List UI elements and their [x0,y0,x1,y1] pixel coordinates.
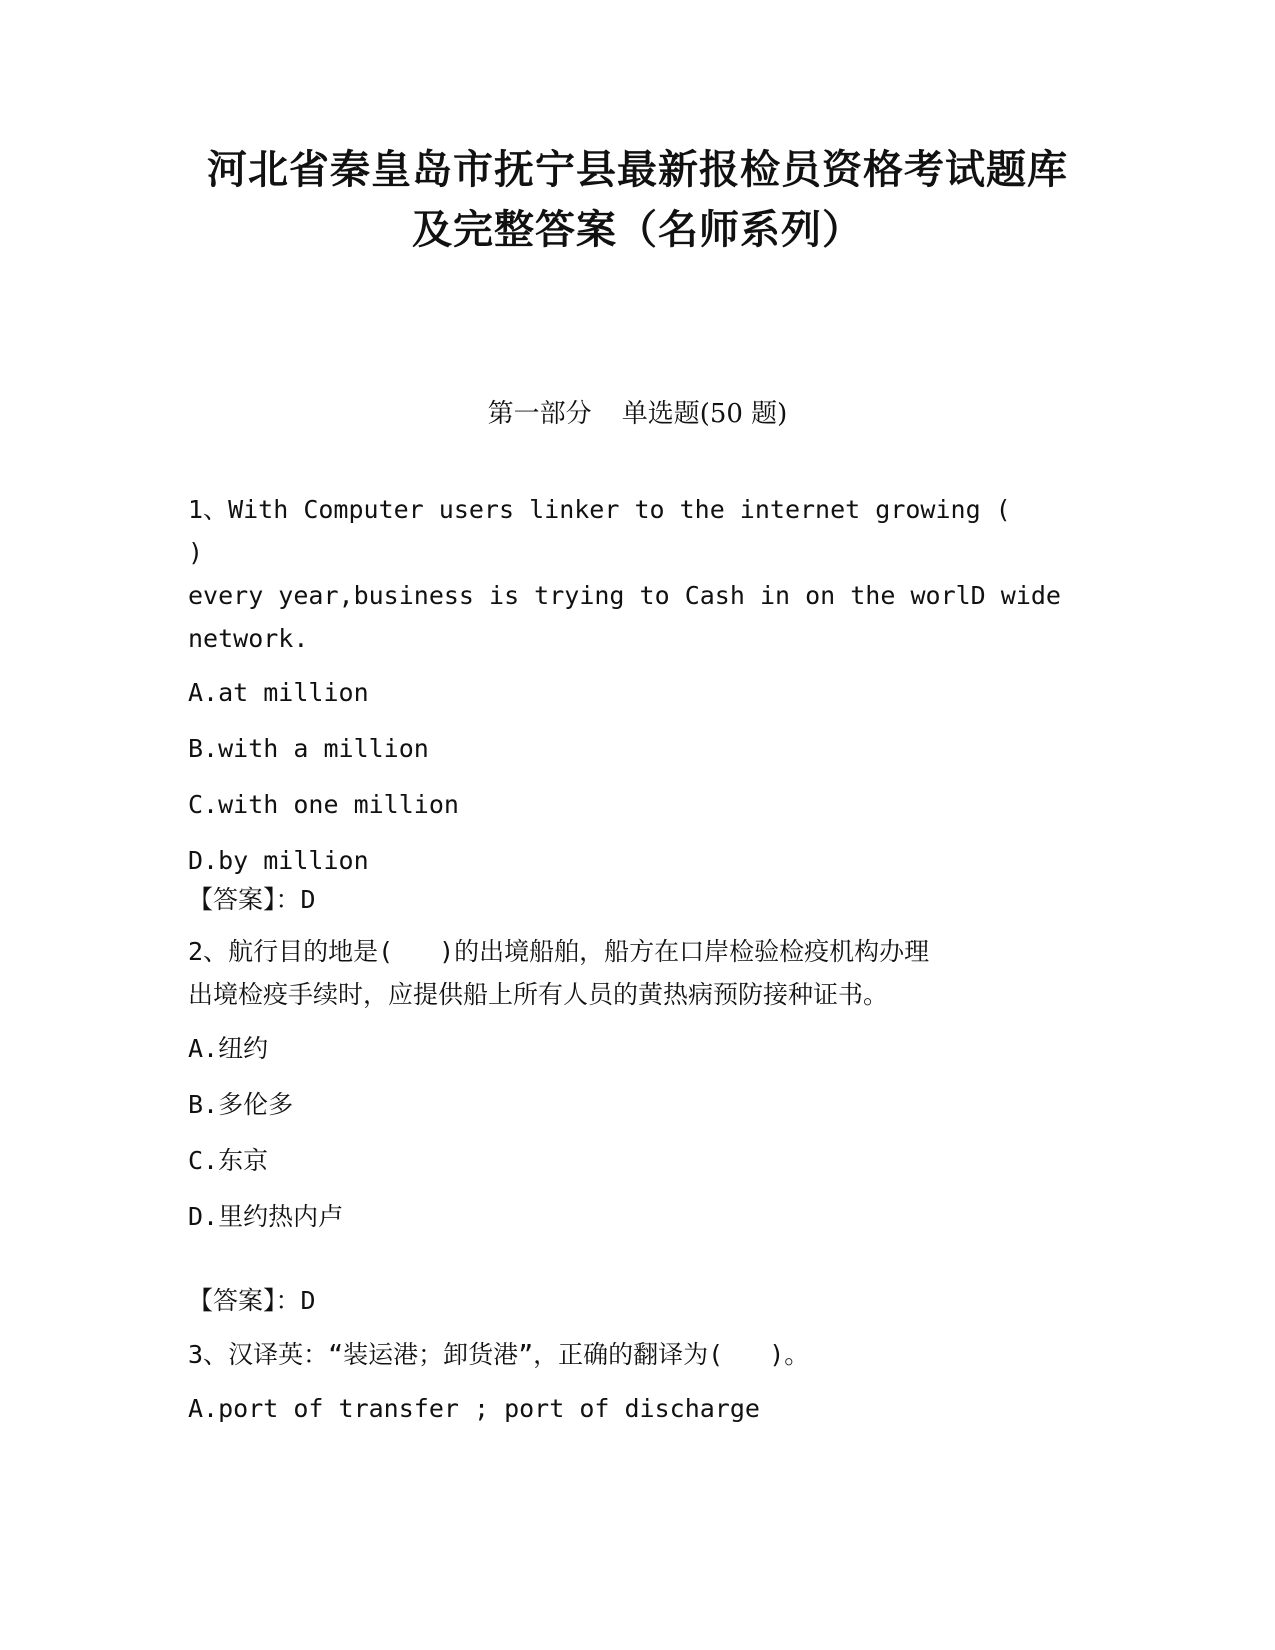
question-text-line: 3、汉译英：“装运港；卸货港”，正确的翻译为( )。 [188,1340,810,1369]
title-line-1: 河北省秦皇岛市抚宁县最新报检员资格考试题库 [207,147,1068,193]
question-text-line: every year,business is trying to Cash in on the worlD wide [188,581,1061,610]
title-line-2: 及完整答案（名师系列） [412,207,863,253]
question-text-line: 1、With Computer users linker to the internet growing () [188,495,1011,567]
question-2-text [188,930,1068,1016]
option-c: C.with one million [188,790,459,819]
question-3-text [188,1333,1068,1376]
question-1 [188,488,1068,889]
answer-1: 【答案】：D [188,885,316,914]
option-a: A.port of transfer ; port of discharge [188,1394,760,1423]
question-3 [188,1333,1068,1437]
question-number: 1、 [188,495,229,524]
section-part: 第一部分 [487,399,592,429]
option-b: B.with a million [188,734,429,763]
question-text-line: 2、航行目的地是( )的出境船舶，船方在口岸检验检疫机构办理 [188,937,930,966]
question-text-line: network. [188,624,309,653]
question-number: 2、 [188,937,229,966]
answer-2: 【答案】：D [188,1286,316,1315]
option-a: A.纽约 [188,1034,269,1063]
question-1-text [188,488,1068,660]
section-heading [150,396,1125,432]
option-b: B.多伦多 [188,1090,294,1119]
question-number: 3、 [188,1340,229,1369]
option-a: A.at million [188,678,369,707]
question-2 [188,930,1068,1245]
option-c: C.东京 [188,1146,269,1175]
option-d: D.by million [188,846,369,875]
document-title [150,140,1125,260]
section-name: 单选题(50 题) [621,399,788,429]
option-d: D.里约热内卢 [188,1202,344,1231]
question-text-line: 出境检疫手续时，应提供船上所有人员的黄热病预防接种证书。 [188,980,889,1009]
